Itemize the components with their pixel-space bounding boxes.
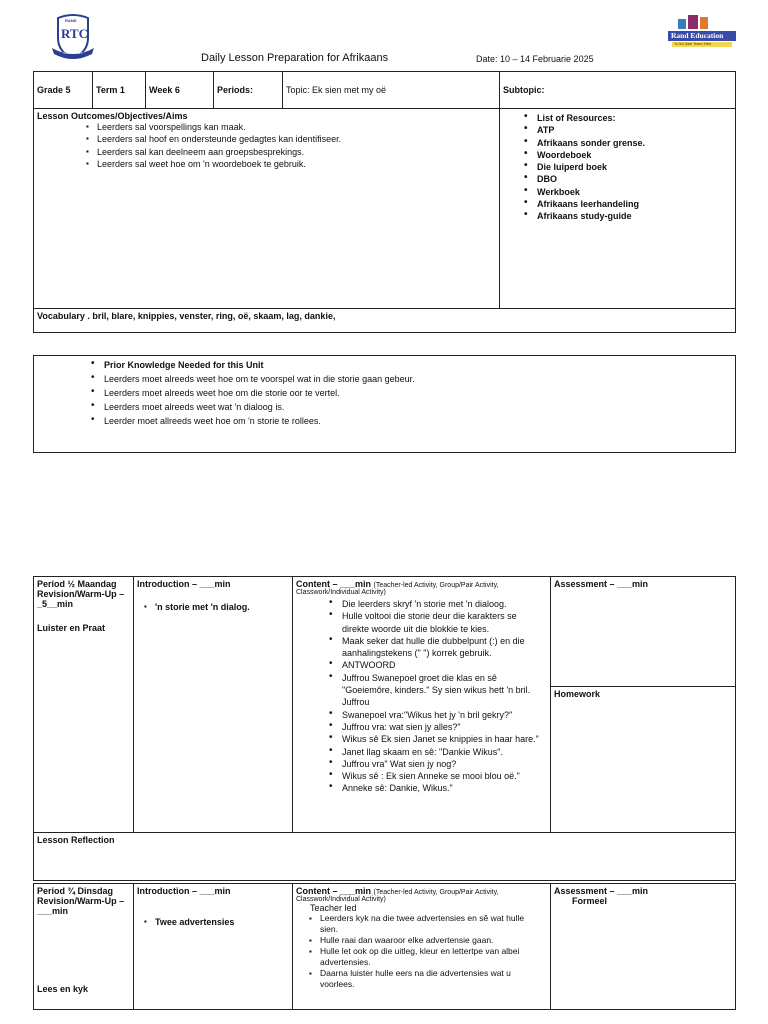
- periods-cell: [214, 72, 283, 109]
- period-1-content-item: • Die leerders skryf 'n storie met 'n dialoog.: [342, 598, 543, 610]
- period-1-intro-cell: [134, 577, 293, 833]
- topic-cell: [283, 72, 500, 109]
- periods-label: Periods:: [217, 85, 254, 95]
- period-2-intro-cell: [134, 884, 293, 1010]
- lesson-date: Date: 10 – 14 Februarie 2025: [476, 54, 594, 64]
- outcomes-heading: Lesson Outcomes/Objectives/Aims: [37, 111, 188, 121]
- period-1-content-item: • Maak seker dat hulle die dubbelpunt (:) en die aanhalingstekens (" ") korrek gebruik.: [342, 635, 543, 660]
- period-2-table: [33, 883, 736, 1010]
- period-2-content-cell: [293, 884, 551, 1010]
- term-label: Term 1: [96, 85, 125, 95]
- subtopic-cell: [500, 72, 736, 109]
- resource-item: • Die luiperd boek: [537, 161, 732, 173]
- period-1-skill: Luister en Praat: [37, 623, 106, 633]
- prior-knowledge-box: [33, 355, 736, 453]
- school-logo: [48, 10, 98, 60]
- period-2-skill: Lees en kyk: [37, 984, 89, 994]
- period-1-minutes: _5__min: [37, 599, 74, 609]
- period-1-assessment: Assessment – ___min: [554, 579, 649, 589]
- period-1-content-item: • Juffrou vra: wat sien jy alles?": [342, 721, 543, 733]
- outcome-item: ▪ Leerders sal hoof en ondersteunde gedagtes kan identifiseer.: [97, 133, 496, 145]
- period-2-label-cell: [34, 884, 134, 1010]
- period-1-content-item: • Hulle voltooi die storie deur die karakters se direkte woorde uit die blokkie te kies.: [342, 610, 543, 635]
- period-2-content-heading: Content – ___min: [296, 886, 372, 896]
- page-title: Daily Lesson Preparation for Afrikaans: [201, 52, 389, 64]
- resources-cell: [500, 109, 736, 309]
- period-2-content-item: ▪ Leerders kyk na die twee advertensies en sê wat hulle sien.: [320, 913, 543, 935]
- period-1-content-item: • Anneke sê: Dankie, Wikus.": [342, 782, 543, 794]
- outcome-item: ▪ Leerders sal voorspellings kan maak.: [97, 121, 496, 133]
- period-1-intro-heading: Introduction – ___min: [137, 579, 231, 589]
- period-1-content-heading: Content – ___min: [296, 579, 372, 589]
- period-2-teacher-led: Teacher led: [310, 903, 357, 913]
- vocabulary-cell: [34, 309, 736, 333]
- week-cell: [146, 72, 214, 109]
- resource-item: • ATP: [537, 124, 732, 136]
- period-2-content-item: ▪ Hulle raai dan waaroor elke advertensie gaan.: [320, 935, 543, 946]
- logo-ribbon: SINCE 1999: [63, 51, 83, 55]
- period-2-content-note-b: Classwork/Individual Activity): [296, 896, 386, 903]
- lesson-info-table: [33, 71, 736, 333]
- period-1-content-item: • Swanepoel vra:"Wikus het jy 'n bril gekry?": [342, 709, 543, 721]
- logo-top-text: RAND: [65, 18, 77, 23]
- resource-item: • Werkboek: [537, 186, 732, 198]
- period-1-content-note-a: (Teacher-led Activity, Group/Pair Activity,: [373, 582, 499, 589]
- period-2-intro-item: ▪ Twee advertensies: [155, 916, 289, 928]
- period-1-homework-cell: [551, 687, 736, 833]
- outcome-item: ▪ Leerders sal weet hoe om 'n woordeboek te gebruik.: [97, 158, 496, 170]
- grade-cell: [34, 72, 93, 109]
- resource-item: • Afrikaans study-guide: [537, 210, 732, 222]
- period-1-content-note-b: Classwork/Individual Activity): [296, 589, 386, 596]
- period-1-table: [33, 576, 736, 881]
- period-1-label-cell: [34, 577, 134, 833]
- period-1-content-item: • Wikus sê Ek sien Janet se knippies in haar hare.": [342, 733, 543, 745]
- prior-knowledge-item: • Leerders moet alreeds weet hoe om die storie oor te vertel.: [104, 386, 735, 400]
- outcome-item: ▪ Leerders sal kan deelneem aan groepsbesprekings.: [97, 146, 496, 158]
- period-2-content-item: ▪ Daarna luister hulle eers na die advertensies wat u voorlees.: [320, 968, 543, 990]
- resource-item: • Woordeboek: [537, 149, 732, 161]
- period-2-assessment-type: Formeel: [572, 896, 608, 906]
- period-1-content-cell: [293, 577, 551, 833]
- resource-item: • Afrikaans leerhandeling: [537, 198, 732, 210]
- period-1-homework: Homework: [554, 689, 601, 699]
- period-2-content-item: ▪ Hulle let ook op die uitleg, kleur en lettertpe van albei advertensies.: [320, 946, 543, 968]
- period-1-content-item: • Janet llag skaam en sê: "Dankie Wikus".: [342, 746, 543, 758]
- topic-label: Topic: Ek sien met my oë: [286, 85, 387, 95]
- rand-education-logo: [668, 15, 736, 49]
- period-1-assessment-cell: [551, 577, 736, 687]
- prior-knowledge-item: • Leerders moet alreeds weet wat 'n dialoog is.: [104, 400, 735, 414]
- rand-education-title: Rand Education: [671, 31, 724, 40]
- rand-education-tagline: To 3rd Gate Teach Tribe: [674, 42, 712, 46]
- prior-knowledge-item: • Leerders moet alreeds weet hoe om te voorspel wat in die storie gaan gebeur.: [104, 372, 735, 386]
- term-cell: [93, 72, 146, 109]
- period-1-reflection: Lesson Reflection: [37, 835, 115, 845]
- period-2-day: Period ¾ Dinsdag: [37, 886, 114, 896]
- period-2-intro-heading: Introduction – ___min: [137, 886, 231, 896]
- period-2-minutes: ___min: [37, 906, 69, 916]
- period-1-content-item: • Wikus sê : Ek sien Anneke se mooi blou oë.": [342, 770, 543, 782]
- period-1-intro-item: ▪ 'n storie met 'n dialog.: [155, 601, 289, 613]
- resource-item: • Afrikaans sonder grense.: [537, 137, 732, 149]
- period-1-warmup: Revision/Warm-Up –: [37, 589, 125, 599]
- period-1-content-item: • Juffrou vra" Wat sien jy nog?: [342, 758, 543, 770]
- vocabulary-text: Vocabulary . bril, blare, knippies, venster, ring, oë, skaam, lag, dankie,: [37, 311, 336, 321]
- grade-label: Grade 5: [37, 85, 71, 95]
- subtopic-label: Subtopic:: [503, 85, 545, 95]
- week-label: Week 6: [149, 85, 180, 95]
- period-2-assessment-cell: [551, 884, 736, 1010]
- resource-item: • List of Resources:: [537, 112, 732, 124]
- period-2-assessment: Assessment – ___min: [554, 886, 649, 896]
- prior-knowledge-heading: • Prior Knowledge Needed for this Unit: [104, 358, 735, 372]
- period-1-reflection-cell: [34, 833, 736, 881]
- period-2-content-note-a: (Teacher-led Activity, Group/Pair Activity,: [373, 889, 499, 896]
- logo-letters: RTC: [61, 26, 88, 41]
- period-2-warmup: Revision/Warm-Up –: [37, 896, 125, 906]
- period-1-content-item: • Juffrou Swanepoel groet die klas en sê "Goeiemôre, kinders." Sy sien wikus hett 'n bril. Juffrou: [342, 672, 543, 709]
- period-1-day: Period ½ Maandag: [37, 579, 117, 589]
- prior-knowledge-item: • Leerder moet allreeds weet hoe om 'n storie te rollees.: [104, 414, 735, 428]
- period-1-content-item: • ANTWOORD: [342, 659, 543, 671]
- resource-item: • DBO: [537, 173, 732, 185]
- outcomes-cell: [34, 109, 500, 309]
